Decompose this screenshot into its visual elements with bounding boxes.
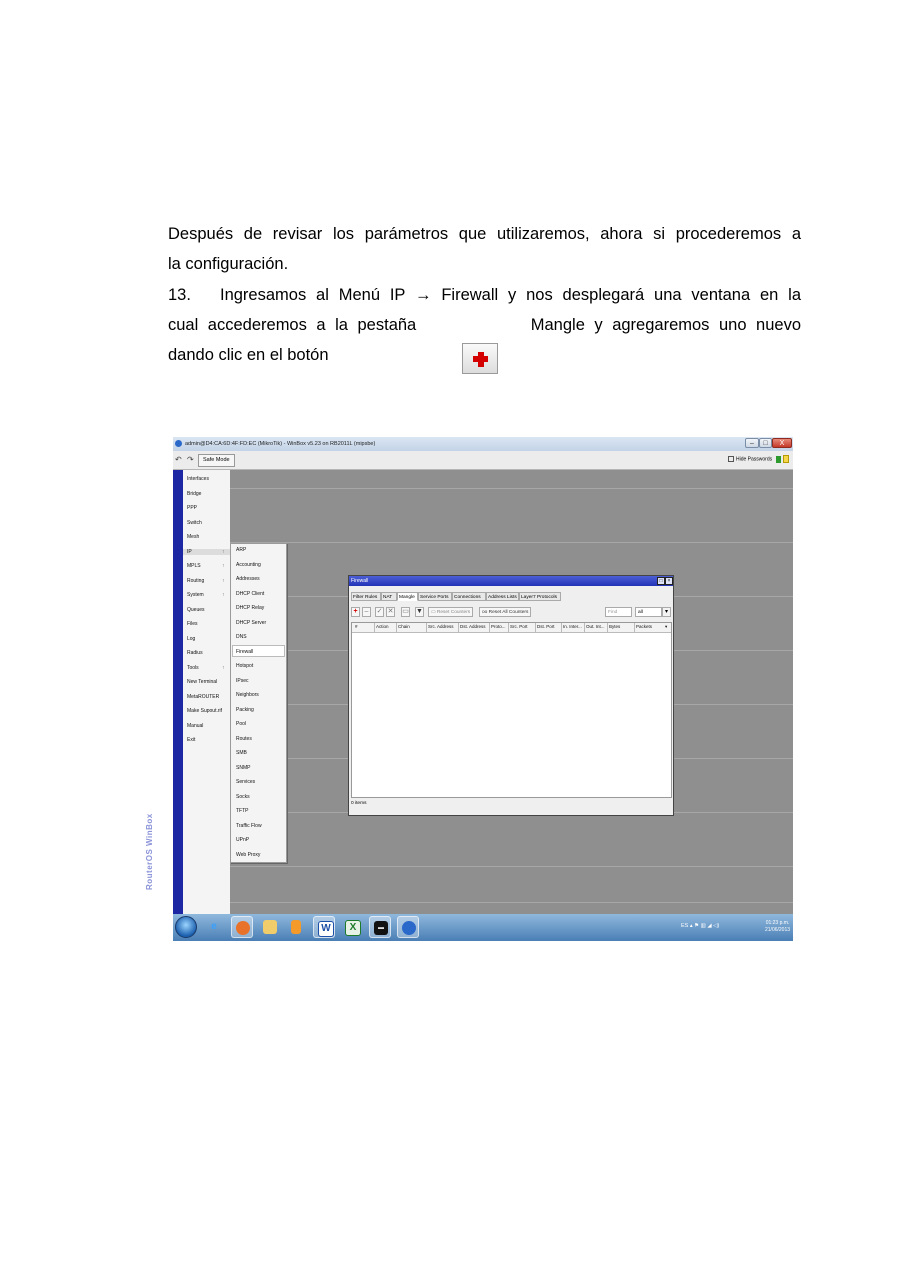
table-header	[352, 623, 671, 633]
column-divider[interactable]	[458, 623, 459, 632]
add-button[interactable]: +	[351, 607, 360, 617]
ip-submenu-item-addresses[interactable]: Addresses	[236, 576, 260, 582]
submenu-arrow-icon: ↑	[222, 664, 225, 671]
close-button[interactable]: X	[772, 438, 792, 448]
windows-taskbar	[173, 914, 793, 941]
menu-item-radius[interactable]: Radius	[187, 650, 203, 656]
menu-item-switch[interactable]: Switch	[187, 519, 202, 526]
step-13-line3: dando clic en el botón	[168, 346, 329, 364]
close-window-button[interactable]: ×	[665, 577, 673, 585]
column-header[interactable]: Dst. Address	[460, 624, 486, 629]
ip-submenu-item-dhcp-relay[interactable]: DHCP Relay	[236, 605, 265, 611]
safe-mode-button[interactable]: Safe Mode	[198, 454, 235, 467]
ip-submenu-item-upnp[interactable]: UPnP	[236, 837, 250, 843]
menu-item-mpls[interactable]: MPLS	[187, 563, 201, 569]
intro-paragraph-line1: Después de revisar los parámetros que utilizaremos, ahora si procederemos a	[168, 225, 801, 243]
columns-dropdown-icon[interactable]: ▾	[665, 624, 668, 629]
explorer-folder-icon[interactable]	[259, 916, 281, 938]
column-divider[interactable]	[374, 623, 375, 632]
main-menu	[183, 470, 230, 914]
ip-submenu-item-services[interactable]: Services	[236, 779, 256, 785]
menu-item-new-terminal[interactable]: New Terminal	[187, 679, 218, 685]
ip-submenu-item-packing[interactable]: Packing	[236, 706, 254, 713]
system-tray: ES ▴ ⚑ ▥ ◢ ◁)	[681, 923, 720, 929]
submenu-arrow-icon: ↑	[222, 592, 225, 598]
checkbox-icon	[728, 456, 734, 462]
firefox-icon[interactable]	[231, 916, 253, 938]
ip-submenu-item-smb[interactable]: SMB	[236, 750, 247, 756]
column-header[interactable]: Chain	[398, 624, 410, 629]
clock[interactable]	[765, 920, 790, 934]
menu-item-bridge[interactable]: Bridge	[187, 490, 202, 497]
menu-item-queues[interactable]: Queues	[187, 606, 205, 613]
media-player-icon[interactable]	[285, 916, 307, 938]
menu-item-mesh[interactable]: Mesh	[187, 534, 200, 540]
filter-icon[interactable]: ▼	[416, 608, 423, 615]
column-divider[interactable]	[489, 623, 490, 632]
reset-counters-button[interactable]: ▭ Reset Counters	[428, 607, 473, 617]
column-header[interactable]: Bytes	[609, 624, 621, 629]
tab-connections[interactable]: Connections	[452, 592, 486, 601]
winbox-app-icon	[175, 440, 182, 447]
submenu-arrow-icon: ↑	[222, 548, 225, 555]
ip-submenu-item-routes[interactable]: Routes	[236, 735, 252, 742]
add-plus-icon	[462, 343, 498, 374]
ip-submenu-item-dhcp-client[interactable]: DHCP Client	[236, 590, 265, 597]
brand-label: RouterOS WinBox	[145, 813, 154, 890]
menu-item-ppp[interactable]: PPP	[187, 505, 198, 511]
clock-date: 21/06/2013	[765, 927, 791, 933]
firewall-titlebar	[349, 576, 673, 586]
start-button[interactable]	[175, 916, 197, 938]
maximize-button[interactable]: □	[759, 438, 772, 448]
undo-icon[interactable]: ↶	[175, 455, 182, 464]
ip-submenu-item-firewall[interactable]: Firewall	[236, 648, 254, 655]
column-divider[interactable]	[634, 623, 635, 632]
reset-icon: ▭	[431, 610, 437, 615]
menu-item-ip[interactable]: IP	[183, 549, 230, 555]
reset-all-icon: oo	[482, 610, 489, 615]
column-header[interactable]: Dst. Port	[537, 624, 555, 629]
window-titlebar	[173, 437, 793, 451]
tab-filter-rules[interactable]: Filter Rules	[351, 592, 381, 601]
ip-submenu-item-snmp[interactable]: SNMP	[236, 764, 251, 771]
enable-button[interactable]: ✓	[376, 608, 383, 615]
firewall-title: Firewall	[351, 578, 369, 584]
ip-submenu-item-socks[interactable]: Socks	[236, 793, 250, 800]
column-divider[interactable]	[584, 623, 585, 632]
menu-item-routing[interactable]: Routing	[187, 577, 205, 584]
menu-item-files[interactable]: Files	[187, 621, 198, 627]
column-header[interactable]: Proto...	[491, 624, 506, 629]
lock-icon	[776, 455, 790, 464]
column-header[interactable]: Out. Int...	[586, 624, 605, 629]
menu-item-log[interactable]: Log	[187, 635, 196, 642]
ip-submenu-item-arp[interactable]: ARP	[236, 547, 247, 553]
ip-submenu-item-dns[interactable]: DNS	[236, 634, 247, 640]
column-divider[interactable]	[396, 623, 397, 632]
terminal-icon[interactable]: ▬	[369, 916, 391, 938]
ip-submenu-item-accounting[interactable]: Accounting	[236, 561, 261, 568]
column-divider[interactable]	[426, 623, 427, 632]
select-arrow-icon[interactable]: ▾	[662, 607, 671, 617]
tab-address-lists[interactable]: Address Lists	[486, 592, 519, 601]
clock-time: 01:23 p.m.	[765, 920, 790, 926]
ip-submenu-item-ipsec[interactable]: IPsec	[236, 677, 249, 684]
submenu-arrow-icon: ↑	[222, 577, 225, 584]
column-header[interactable]: Packets	[636, 624, 653, 629]
tab-service-ports[interactable]: Service Ports	[418, 592, 452, 601]
reset-all-counters-button[interactable]: oo Reset All Counters	[479, 607, 531, 617]
winbox-screenshot	[145, 437, 793, 941]
status-bar: 0 items	[351, 801, 367, 806]
hide-passwords-label: Hide Passwords	[736, 456, 773, 463]
ip-submenu-item-pool[interactable]: Pool	[236, 721, 247, 727]
restore-button[interactable]: □	[657, 577, 665, 585]
step-13-line2: cual accederemos a la pestaña Mangle y agregaremos uno nuevo	[168, 316, 801, 334]
minimize-button[interactable]: –	[745, 438, 759, 448]
column-header[interactable]: Src. Address	[428, 624, 454, 629]
ip-submenu-item-hotspot[interactable]: Hotspot	[236, 663, 254, 669]
winbox-toolbar	[173, 451, 793, 470]
comment-button[interactable]: ▭	[402, 608, 409, 615]
hide-passwords-checkbox[interactable]	[728, 456, 772, 462]
menu-item-interfaces[interactable]: Interfaces	[187, 476, 209, 482]
ip-submenu-item-web-proxy[interactable]: Web Proxy	[236, 851, 261, 858]
menu-item-metarouter[interactable]: MetaROUTER	[187, 693, 220, 700]
step-number: 13.	[168, 286, 191, 304]
ie-icon[interactable]: e	[211, 921, 217, 932]
firewall-toolbar	[351, 607, 671, 619]
column-header[interactable]: In. Inter...	[563, 624, 582, 629]
tab-nat[interactable]: NAT	[381, 592, 397, 601]
ip-submenu	[230, 543, 287, 863]
step-text-line1: Ingresamos al Menú IP → Firewall y nos desplegará una ventana en la	[220, 286, 801, 304]
window-title: admin@D4:CA:6D:4F:FD:EC (MikroTik) - WinBox v5.23 on RB2011L (mipsbe)	[185, 441, 376, 447]
excel-icon[interactable]: X	[341, 916, 363, 938]
column-divider[interactable]	[535, 623, 536, 632]
column-divider[interactable]	[607, 623, 608, 632]
tab-mangle[interactable]: Mangle	[397, 592, 418, 601]
filter-select[interactable]: all	[635, 607, 662, 617]
column-header[interactable]: Action	[376, 624, 389, 629]
brand-strip	[145, 470, 183, 914]
remove-button[interactable]: –	[362, 607, 371, 617]
intro-paragraph-line2: la configuración.	[168, 255, 289, 273]
ip-submenu-item-tftp[interactable]: TFTP	[236, 808, 249, 814]
menu-item-make-supout-rif[interactable]: Make Supout.rif	[187, 708, 223, 714]
mangle-table	[351, 622, 672, 798]
menu-item-exit[interactable]: Exit	[187, 737, 196, 743]
ip-submenu-item-neighbors[interactable]: Neighbors	[236, 692, 259, 698]
language-indicator[interactable]: ES	[681, 923, 689, 929]
ip-submenu-item-dhcp-server[interactable]: DHCP Server	[236, 619, 267, 626]
column-divider[interactable]	[508, 623, 509, 632]
disable-button[interactable]: ✕	[387, 608, 394, 615]
find-input[interactable]: Find	[605, 607, 632, 617]
firewall-window	[348, 575, 674, 816]
menu-item-tools[interactable]: Tools	[187, 664, 199, 671]
winbox-taskbar-icon[interactable]	[397, 916, 419, 938]
ip-submenu-item-traffic-flow[interactable]: Traffic Flow	[236, 822, 262, 829]
step-13-line1	[168, 280, 801, 310]
redo-icon[interactable]: ↷	[187, 455, 194, 464]
submenu-arrow-icon: ↑	[222, 563, 225, 569]
word-icon[interactable]: W	[313, 916, 335, 938]
column-divider[interactable]	[561, 623, 562, 632]
tab-layer7-protocols[interactable]: Layer7 Protocols	[519, 592, 561, 601]
menu-item-system[interactable]: System	[187, 592, 204, 598]
menu-item-manual[interactable]: Manual	[187, 722, 204, 729]
column-header[interactable]: #	[355, 624, 358, 629]
column-header[interactable]: Src. Port	[510, 624, 528, 629]
